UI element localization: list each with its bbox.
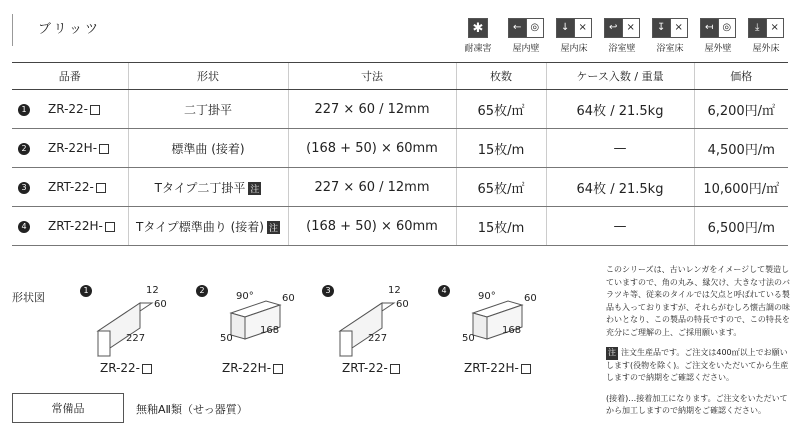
dim-long: 168: [502, 325, 522, 336]
spec-table: [12, 62, 788, 246]
order-note-badge: 注: [267, 221, 280, 234]
price-cell: 4,500円/m: [694, 129, 788, 168]
color-box-icon: [142, 364, 152, 374]
table-row: [12, 207, 788, 246]
adhesive-note: (接着)…接着加工になります。ご注文をいただいてから加工しますので納期をご確認ください。: [606, 393, 788, 415]
shape-cell: 二丁掛平: [128, 90, 288, 129]
use-frost: [456, 18, 500, 54]
use-label: 浴室壁: [608, 44, 636, 54]
size-cell: 227 × 60 / 12mm: [288, 168, 456, 207]
qty-cell: 15枚/m: [456, 207, 546, 246]
order-note-badge: 注: [248, 182, 261, 195]
use-label: 浴室床: [656, 44, 684, 54]
order-note: 注文生産品です。ご注文は400㎡以上でお願いします(役物を除く)。ご注文をいただいてから生産しますので納期をご確認ください。: [606, 348, 789, 382]
dim-thickness: 12: [146, 285, 159, 296]
shape-code: ZRT-22H-: [464, 361, 519, 375]
size-cell: (168 + 50) × 60mm: [288, 129, 456, 168]
row-number-badge: 3: [18, 182, 30, 194]
row-number-badge: 2: [18, 143, 30, 155]
color-box-icon: [273, 364, 283, 374]
wall-icon: ←: [509, 19, 526, 37]
dim-angle: 90°: [236, 291, 254, 302]
ng-icon: ×: [766, 19, 784, 37]
ok-icon: ◎: [718, 19, 736, 37]
use-indoor-floor: [552, 18, 596, 54]
dim-length: 227: [126, 333, 146, 344]
case-cell: —: [546, 207, 694, 246]
dim-long: 168: [260, 325, 280, 336]
size-cell: 227 × 60 / 12mm: [288, 90, 456, 129]
ng-icon: ×: [622, 19, 640, 37]
shape-number-badge: 1: [80, 285, 92, 297]
use-bath-floor: [648, 18, 692, 54]
use-label: 耐凍害: [464, 44, 492, 54]
use-indoor-wall: [504, 18, 548, 54]
shape-section-label: 形状図: [12, 291, 45, 304]
shape-number-badge: 4: [438, 285, 450, 297]
page-title: ブリッツ: [38, 22, 101, 37]
shape-diagram-4: [438, 285, 588, 375]
shape-cell: 標準曲 (接着): [128, 129, 288, 168]
shape-cell: Tタイプ二丁掛平: [154, 180, 246, 195]
dim-height: 60: [282, 293, 295, 304]
color-box-icon: [90, 105, 100, 115]
col-header: 価格: [694, 63, 788, 90]
glaze-class: 無釉AⅡ類（せっ器質）: [136, 403, 248, 416]
notes-panel: [606, 264, 792, 426]
use-label: 屋内壁: [512, 44, 540, 54]
price-cell: 10,600円/㎡: [694, 168, 788, 207]
col-header: 枚数: [456, 63, 546, 90]
use-bath-wall: [600, 18, 644, 54]
case-cell: —: [546, 129, 694, 168]
shape-number-badge: 3: [322, 285, 334, 297]
ok-icon: ◎: [526, 19, 544, 37]
qty-cell: 65枚/㎡: [456, 168, 546, 207]
dim-height: 60: [154, 299, 167, 310]
qty-cell: 15枚/m: [456, 129, 546, 168]
outdoor-wall-icon: ↤: [701, 19, 718, 37]
shape-code: ZR-22-: [100, 361, 141, 375]
product-code: ZRT-22-: [48, 180, 94, 194]
col-header: 寸法: [288, 63, 456, 90]
stock-badge: 常備品: [12, 393, 124, 423]
title-divider: [12, 14, 13, 46]
case-cell: 64枚 / 21.5kg: [546, 168, 694, 207]
outdoor-floor-icon: ⤓: [749, 19, 766, 37]
col-header: ケース入数 / 重量: [546, 63, 694, 90]
product-code: ZRT-22H-: [48, 219, 103, 233]
row-number-badge: 4: [18, 221, 30, 233]
table-row: [12, 90, 788, 129]
color-box-icon: [96, 183, 106, 193]
floor-icon: ↓: [557, 19, 574, 37]
shape-number-badge: 2: [196, 285, 208, 297]
bath-floor-icon: ↧: [653, 19, 670, 37]
order-note-badge: 注: [606, 347, 618, 360]
dim-angle: 90°: [478, 291, 496, 302]
dim-length: 227: [368, 333, 388, 344]
use-label: 屋外床: [752, 44, 780, 54]
dim-short: 50: [462, 333, 475, 344]
dim-thickness: 12: [388, 285, 401, 296]
color-box-icon: [99, 144, 109, 154]
col-header: 形状: [128, 63, 288, 90]
frost-icon: ✱: [468, 18, 488, 38]
product-code: ZR-22H-: [48, 141, 98, 155]
ng-icon: ×: [670, 19, 688, 37]
ng-icon: ×: [574, 19, 592, 37]
use-label: 屋外壁: [704, 44, 732, 54]
use-outdoor-wall: [696, 18, 740, 54]
color-box-icon: [521, 364, 531, 374]
table-row: [12, 129, 788, 168]
qty-cell: 65枚/㎡: [456, 90, 546, 129]
color-box-icon: [105, 222, 115, 232]
series-note: このシリーズは、古いレンガをイメージして製造していますので、角の丸み、縁欠け、大きな寸法のバラツキ等、従来のタイルでは欠点と呼ばれている製品も入っておりますが、それらがむしろ懐古調の味わいとなり、この製品の特長ですので、この特長を充分にご理解の上、ご採用願います。: [606, 265, 790, 337]
use-label: 屋内床: [560, 44, 588, 54]
color-box-icon: [390, 364, 400, 374]
usage-icons: [456, 18, 788, 54]
table-header-row: [12, 63, 788, 90]
shape-code: ZRT-22-: [342, 361, 388, 375]
dim-height: 60: [524, 293, 537, 304]
row-number-badge: 1: [18, 104, 30, 116]
dim-short: 50: [220, 333, 233, 344]
bath-wall-icon: ↩: [605, 19, 622, 37]
use-outdoor-floor: [744, 18, 788, 54]
shape-code: ZR-22H-: [222, 361, 272, 375]
price-cell: 6,500円/m: [694, 207, 788, 246]
price-cell: 6,200円/㎡: [694, 90, 788, 129]
case-cell: 64枚 / 21.5kg: [546, 90, 694, 129]
product-code: ZR-22-: [48, 102, 89, 116]
dim-height: 60: [396, 299, 409, 310]
table-row: [12, 168, 788, 207]
col-header: 品番: [12, 63, 128, 90]
shape-cell: Tタイプ標準曲り (接着): [136, 219, 264, 234]
size-cell: (168 + 50) × 60mm: [288, 207, 456, 246]
